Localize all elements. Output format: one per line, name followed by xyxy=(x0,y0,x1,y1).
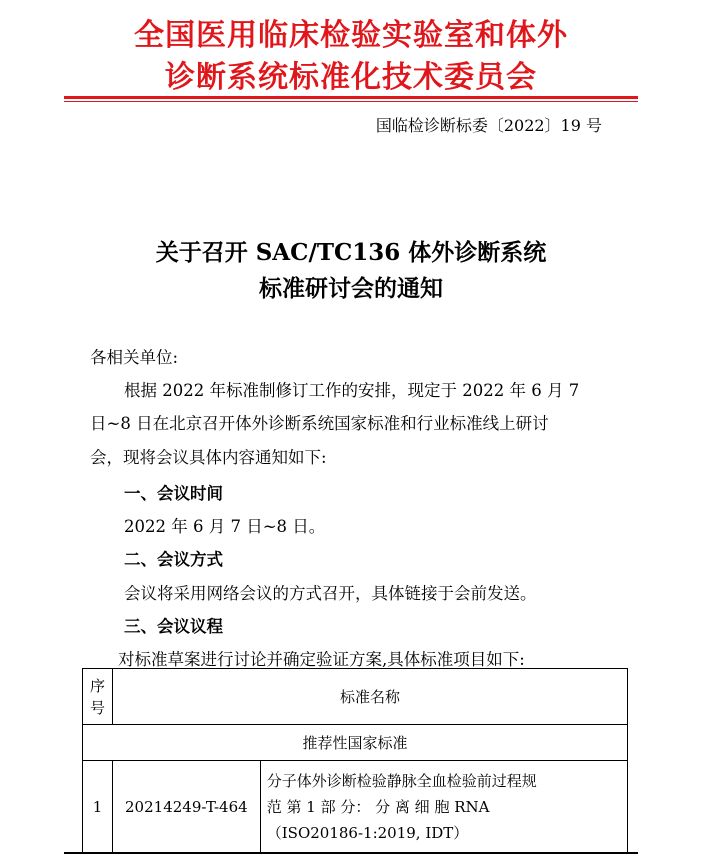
red-divider-thick xyxy=(64,96,638,99)
header-name-cell: 标准名称 xyxy=(112,669,627,725)
header-no-char2: 号 xyxy=(89,698,105,717)
document-title-line1: 关于召开 SAC/TC136 体外诊断系统 xyxy=(155,239,547,266)
section1-heading: 一、会议时间 xyxy=(124,484,223,503)
row-name-line1: 分子体外诊断检验静脉全血检验前过程规 xyxy=(266,771,537,790)
section3-heading: 三、会议议程 xyxy=(124,617,223,636)
intro-line-3: 会，现将会议具体内容通知如下: xyxy=(90,448,327,467)
table-row xyxy=(83,761,628,853)
document-number: 国临检诊断标委〔2022〕19 号 xyxy=(375,116,602,135)
org-header-line1: 全国医用临床检验实验室和体外 xyxy=(134,18,568,53)
row-name-cell xyxy=(260,761,627,853)
section2-text: 会议将采用网络会议的方式召开，具体链接于会前发送。 xyxy=(124,584,537,603)
section2-heading: 二、会议方式 xyxy=(124,550,223,569)
salutation: 各相关单位: xyxy=(90,348,179,367)
intro-line-1: 根据 2022 年标准制修订工作的安排，现定于 2022 年 6 月 7 xyxy=(124,381,580,400)
row-name-line3: （ISO20186-1:2019, IDT） xyxy=(266,823,469,842)
row-code-cell: 20214249-T-464 xyxy=(112,761,260,853)
row-name-line2: 范 第 1 部 分： 分 离 细 胞 RNA xyxy=(266,797,490,816)
intro-line-2: 日~8 日在北京召开体外诊断系统国家标准和行业标准线上研讨 xyxy=(90,414,549,433)
header-no-cell xyxy=(83,669,113,725)
row-no-cell: 1 xyxy=(83,761,113,853)
document-title-line2: 标准研讨会的通知 xyxy=(259,275,443,302)
standards-table xyxy=(82,668,628,853)
bottom-divider xyxy=(64,852,638,854)
red-divider-thin xyxy=(64,101,638,102)
section1-text: 2022 年 6 月 7 日~8 日。 xyxy=(124,517,326,536)
section3-text: 对标准草案进行讨论并确定验证方案,具体标准项目如下: xyxy=(118,650,525,669)
header-no-char1: 序 xyxy=(89,676,105,695)
table-header-row xyxy=(83,669,628,725)
group-label-cell: 推荐性国家标准 xyxy=(83,725,628,761)
org-header-line2: 诊断系统标准化技术委员会 xyxy=(165,60,537,95)
table-group-row xyxy=(83,725,628,761)
